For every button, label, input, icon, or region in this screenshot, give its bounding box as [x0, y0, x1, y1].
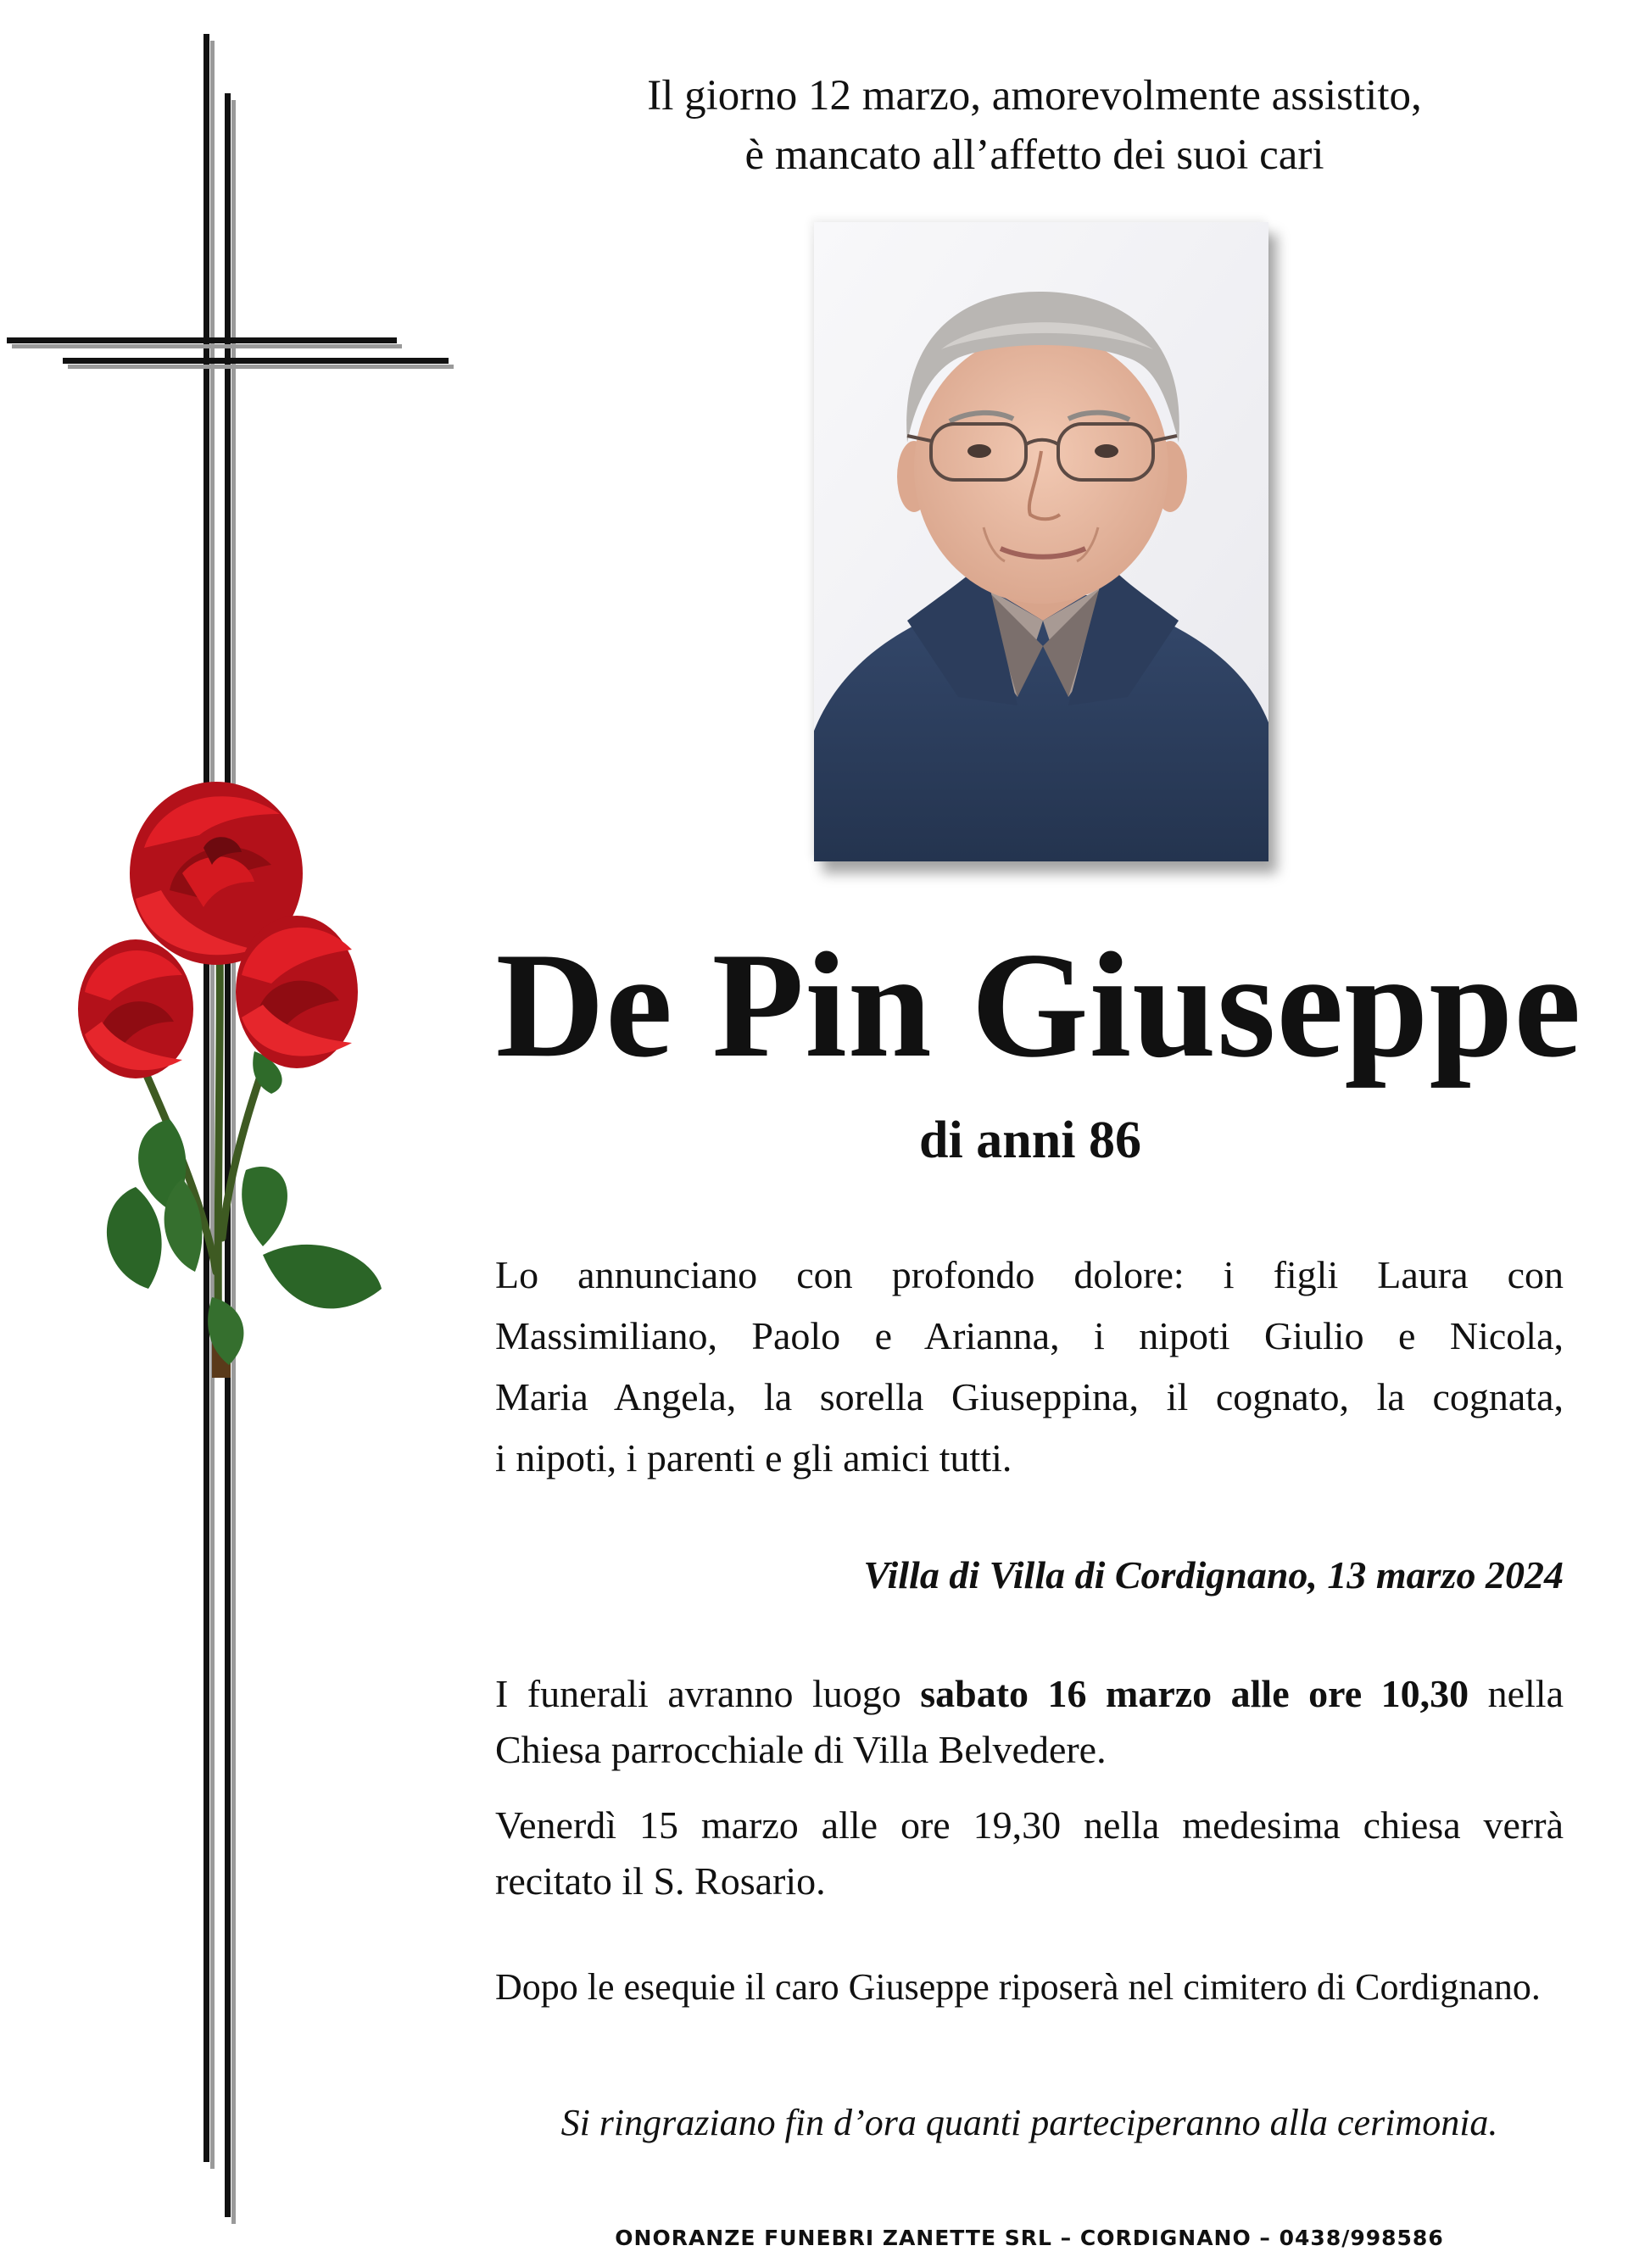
rosary-info	[495, 1797, 1564, 1909]
deceased-age: di anni 86	[919, 1112, 1141, 1169]
intro-text	[543, 66, 1526, 185]
announcement-line-2: Massimiliano, Paolo e Arianna, i nipoti Giulio e Nicola,	[495, 1314, 1564, 1357]
rosary-line-1: Venerdì 15 marzo alle ore 19,30 nella medesima chiesa verrà	[495, 1803, 1564, 1847]
funeral-when: sabato 16 marzo alle ore 10,30	[920, 1672, 1469, 1715]
announcement-line-1: Lo annunciano con profondo dolore: i figli Laura con	[495, 1253, 1564, 1296]
intro-line-1: Il giorno 12 marzo, amorevolmente assistito,	[647, 72, 1422, 120]
portrait-image	[814, 222, 1268, 861]
cross-with-roses	[0, 0, 475, 2268]
announcement-text	[495, 1245, 1564, 1489]
intro-line-2: è mancato all’affetto dei suoi cari	[744, 131, 1324, 179]
rosary-line-2: recitato il S. Rosario.	[495, 1859, 826, 1903]
funeral-home-footer: ONORANZE FUNEBRI ZANETTE SRL – CORDIGNANO – 0438/998586	[615, 2226, 1444, 2250]
cross-icon	[7, 34, 454, 2224]
funeral-info	[495, 1666, 1564, 1778]
deceased-name: De Pin Giuseppe	[495, 921, 1582, 1089]
portrait-photo	[814, 222, 1268, 861]
burial-info: Dopo le esequie il caro Giuseppe riposerà nel cimitero di Cordignano.	[495, 1966, 1541, 2008]
announcement-line-4: i nipoti, i parenti e gli amici tutti.	[495, 1436, 1012, 1479]
funeral-suffix: nella	[1469, 1672, 1564, 1715]
thanks-text: Si ringraziano fin d’ora quanti parteciperanno alla cerimonia.	[560, 2102, 1498, 2143]
funeral-prefix: I funerali avranno luogo	[495, 1672, 921, 1715]
announcement-line-3: Maria Angela, la sorella Giuseppina, il cognato, la cognata,	[495, 1375, 1564, 1418]
place-date: Villa di Villa di Cordignano, 13 marzo 2024	[863, 1553, 1564, 1597]
funeral-line-2: Chiesa parrocchiale di Villa Belvedere.	[495, 1728, 1107, 1771]
funeral-line-1	[495, 1666, 1564, 1722]
